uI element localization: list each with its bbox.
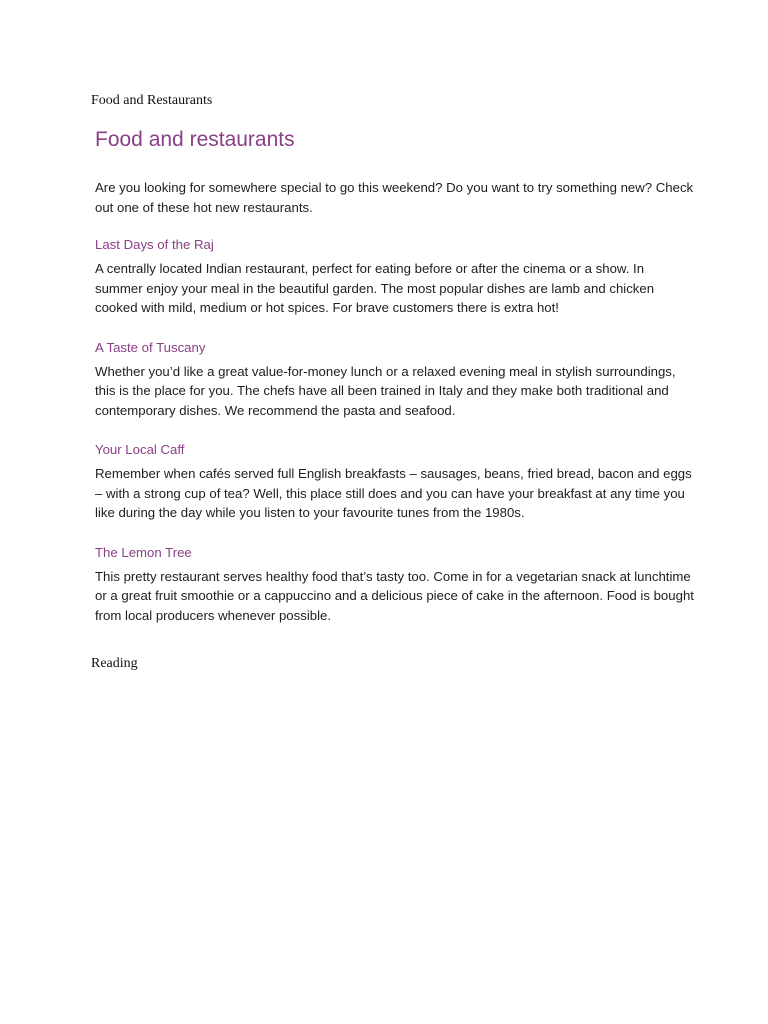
document-header: Food and Restaurants xyxy=(91,93,213,108)
restaurant-name: Your Local Caff xyxy=(95,442,185,457)
restaurant-description: Whether you’d like a great value-for-money lunch or a relaxed evening meal in stylish surroundings, this is the place for you. The chefs have all been trained in Italy and they make both traditional and contemporary dishes. We recommend the pasta and seafood. xyxy=(95,363,676,418)
restaurant-section xyxy=(95,544,695,626)
restaurant-section xyxy=(95,236,695,318)
restaurant-name: Last Days of the Raj xyxy=(95,237,214,252)
restaurant-section xyxy=(95,339,695,421)
restaurant-description: Remember when cafés served full English breakfasts – sausages, beans, fried bread, bacon and eggs – with a strong cup of tea? Well, this place still does and you can have your breakfast at any time you like during the day while you listen to your favourite tunes from the 1980s. xyxy=(95,466,692,520)
article-intro: Are you looking for somewhere special to go this weekend? Do you want to try something new? Check out one of these hot new restaurants. xyxy=(95,180,694,215)
restaurant-name: A Taste of Tuscany xyxy=(95,339,206,355)
restaurant-description: A centrally located Indian restaurant, perfect for eating before or after the cinema or a show. In summer enjoy your meal in the beautiful garden. The most popular dishes are lamb and chicken cooked with mild, medium or hot spices. For brave customers there is extra hot! xyxy=(95,261,655,315)
restaurant-name: The Lemon Tree xyxy=(95,544,192,560)
article xyxy=(95,126,695,625)
restaurant-description: This pretty restaurant serves healthy food that’s tasty too. Come in for a vegetarian snack at lunchtime or a great fruit smoothie or a cappuccino and a delicious piece of cake in the afternoon. Food is bought from local producers whenever possible. xyxy=(95,568,694,623)
article-title: Food and restaurants xyxy=(95,128,295,151)
document-footer: Reading xyxy=(91,656,138,671)
restaurant-section xyxy=(95,441,695,523)
